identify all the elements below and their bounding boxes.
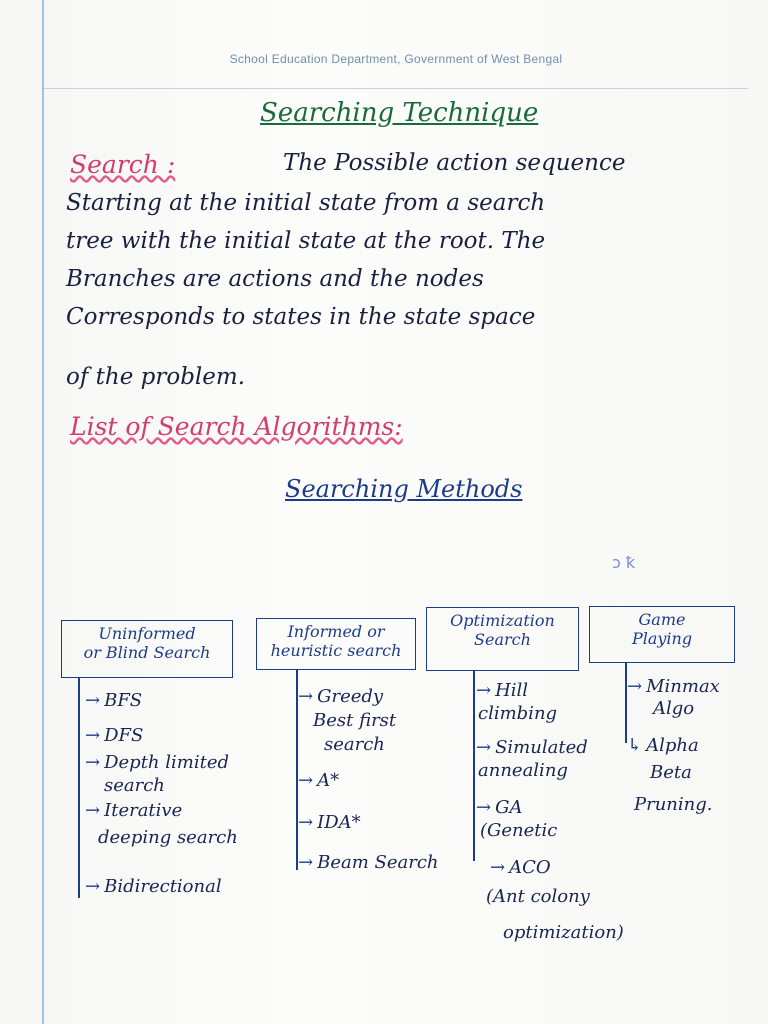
column-header-uninformed xyxy=(61,620,233,678)
list-item xyxy=(85,752,229,773)
column-header-line: Search xyxy=(474,630,531,649)
definition-line: of the problem. xyxy=(66,364,246,390)
definition-line: Corresponds to states in the state space xyxy=(66,304,536,330)
list-item xyxy=(298,770,339,791)
list-item xyxy=(85,800,182,821)
arrow-right-icon: → xyxy=(298,686,314,707)
list-item xyxy=(653,698,694,719)
list-item xyxy=(627,735,699,756)
arrow-right-icon: → xyxy=(298,812,314,833)
list-item-label: GA xyxy=(495,797,523,818)
list-item-label: A* xyxy=(317,770,340,791)
connector-line xyxy=(78,678,80,898)
list-item-label: Beam Search xyxy=(317,852,439,873)
column-header-informed xyxy=(256,618,416,670)
list-item xyxy=(298,812,361,833)
arrow-right-icon: → xyxy=(476,680,492,701)
arrow-right-icon: → xyxy=(85,752,101,773)
column-header-optimization xyxy=(426,607,579,671)
list-item-label: Beta xyxy=(650,762,692,783)
arrow-right-icon: ↳ xyxy=(627,735,643,756)
page-header: School Education Department, Government of West Bengal xyxy=(229,52,563,66)
definition-line: Starting at the initial state from a search xyxy=(66,190,546,216)
list-item xyxy=(478,703,557,724)
list-item xyxy=(98,827,238,848)
list-item-label: (Genetic xyxy=(480,820,558,841)
list-item xyxy=(478,760,568,781)
column-header-line: or Blind Search xyxy=(83,643,211,662)
list-item-label: Algo xyxy=(653,698,695,719)
list-item xyxy=(104,775,165,796)
header-rule xyxy=(44,88,748,89)
arrow-right-icon: → xyxy=(85,725,101,746)
list-item-label: Alpha xyxy=(646,735,699,756)
list-item-label: IDA* xyxy=(317,812,361,833)
list-item-label: Minmax xyxy=(646,676,720,697)
list-item-label: Bidirectional xyxy=(104,876,222,897)
doodle-mark: ɔ ꝁ xyxy=(612,553,636,572)
page-title: Searching Technique xyxy=(260,98,539,128)
list-item-label: DFS xyxy=(104,725,144,746)
list-item-label: Pruning. xyxy=(634,794,713,815)
arrow-right-icon: → xyxy=(85,876,101,897)
list-item xyxy=(480,820,557,841)
list-item xyxy=(85,725,143,746)
definition-line: The Possible action sequence xyxy=(283,150,626,176)
list-item xyxy=(85,876,222,897)
arrow-right-icon: → xyxy=(85,800,101,821)
list-heading: List of Search Algorithms: xyxy=(70,412,403,441)
list-item xyxy=(634,794,713,815)
list-item-label: deeping search xyxy=(98,827,238,848)
column-header-line: Playing xyxy=(631,629,693,648)
list-item xyxy=(85,690,142,711)
definition-term: Search : xyxy=(70,150,176,179)
list-item-label: ACO xyxy=(509,857,551,878)
list-item xyxy=(476,680,528,701)
list-item-label: Hill xyxy=(495,680,529,701)
list-item-label: Best first xyxy=(313,710,397,731)
list-item-label: Iterative xyxy=(104,800,183,821)
connector-line xyxy=(625,663,627,743)
list-item-label: optimization) xyxy=(503,922,624,943)
arrow-right-icon: → xyxy=(298,770,314,791)
margin-line xyxy=(42,0,44,1024)
arrow-right-icon: → xyxy=(490,857,506,878)
column-header-game xyxy=(589,606,735,663)
arrow-right-icon: → xyxy=(476,737,492,758)
list-item xyxy=(490,857,551,878)
list-item-label: BFS xyxy=(104,690,143,711)
list-item-label: search xyxy=(324,734,385,755)
list-item-label: Depth limited xyxy=(104,752,229,773)
column-header-line: Uninformed xyxy=(98,624,196,643)
list-item-label: Simulated xyxy=(495,737,588,758)
list-item xyxy=(650,762,692,783)
arrow-right-icon: → xyxy=(298,852,314,873)
methods-title: Searching Methods xyxy=(285,475,523,503)
list-item xyxy=(627,676,720,697)
list-item-label: search xyxy=(104,775,165,796)
arrow-right-icon: → xyxy=(476,797,492,818)
column-header-line: Game xyxy=(638,610,686,629)
list-item xyxy=(476,737,588,758)
list-item xyxy=(324,734,385,755)
definition-line: Branches are actions and the nodes xyxy=(66,266,484,292)
list-item-label: climbing xyxy=(478,703,558,724)
column-header-line: Optimization xyxy=(450,611,555,630)
list-item-label: annealing xyxy=(478,760,568,781)
arrow-right-icon: → xyxy=(627,676,643,697)
column-header-line: heuristic search xyxy=(270,641,402,660)
list-item xyxy=(476,797,522,818)
list-item xyxy=(503,922,624,943)
list-item xyxy=(298,852,439,873)
arrow-right-icon: → xyxy=(85,690,101,711)
column-header-line: Informed or xyxy=(287,622,385,641)
list-item xyxy=(486,886,590,907)
list-item xyxy=(313,710,396,731)
list-item-label: Greedy xyxy=(317,686,384,707)
list-item-label: (Ant colony xyxy=(486,886,590,907)
definition-line: tree with the initial state at the root. The xyxy=(66,228,546,254)
connector-line xyxy=(473,671,475,861)
list-item xyxy=(298,686,383,707)
